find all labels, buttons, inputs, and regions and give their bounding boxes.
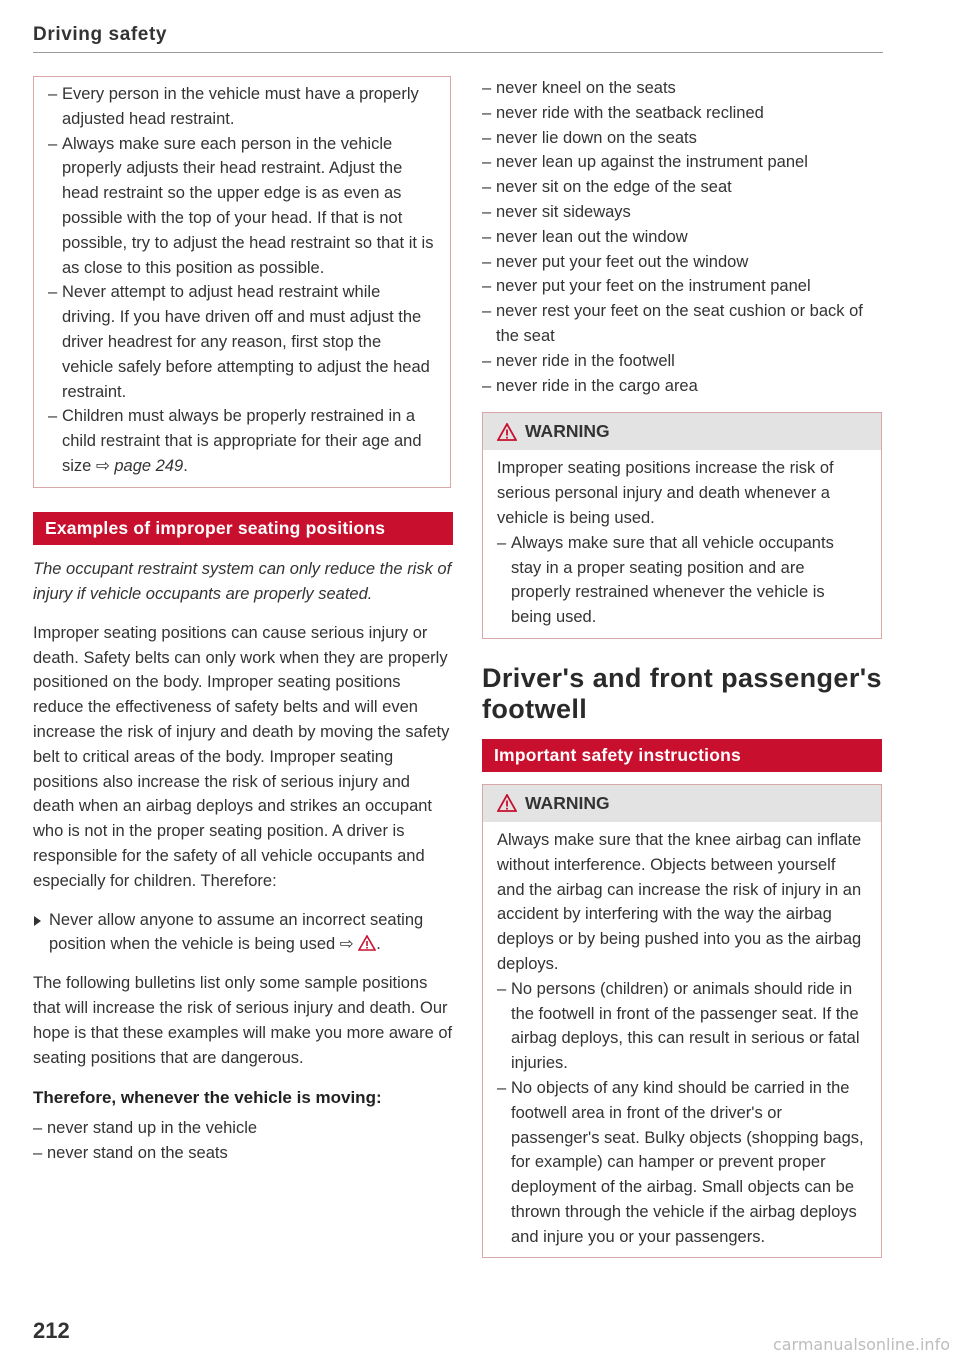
body-paragraph-2: The following bulletins list only some sample positions that will increase the risk of serious injury and death. Our hope is that these examples will make you more aware of seating positions that are dangerous. — [33, 974, 453, 1067]
warning-item: – Always make sure that all vehicle occupants stay in a proper seating position and are properly restrained whenever the vehicle is being used. — [497, 531, 867, 630]
list-item-end: . — [183, 456, 188, 475]
head-restraint-notes-box — [33, 76, 451, 488]
page-number: 212 — [33, 1318, 70, 1343]
improper-seating-banner: Examples of improper seating positions — [33, 512, 453, 545]
warning-text: Always make sure that the knee airbag can inflate without interference. Objects between yourself and the airbag can increase the risk of injury in an accident by interfering with the way the airbag deploys or by being pushed into you as the airbag deploys. — [497, 830, 862, 973]
warning-text: Improper seating positions increase the risk of serious personal injury and death whenever a vehicle is being used. — [497, 459, 834, 527]
list-item: – never ride with the seatback reclined — [482, 101, 882, 126]
instruction-step — [33, 908, 453, 958]
warning-body — [483, 822, 881, 1258]
warning-item: – No objects of any kind should be carried in the footwell area in front of the driver's or passenger's seat. Bulky objects (shopping bags, for example) can hamper or prevent proper deployment of the airbag. Small objects can be thrown through the vehicle if the airbag deploys and injure you or your passengers. — [497, 1076, 867, 1250]
safety-instructions-banner: Important safety instructions — [482, 739, 882, 772]
intro-text: The occupant restraint system can only reduce the risk of injury if vehicle occupants are properly seated. — [33, 559, 452, 603]
never-list — [33, 1116, 453, 1166]
list-item: – never rest your feet on the seat cushion or back of the seat — [482, 299, 882, 349]
list-item: – Every person in the vehicle must have a properly adjusted head restraint. — [48, 82, 436, 132]
warning-header — [483, 785, 881, 822]
never-list-continued — [482, 76, 882, 398]
page-ref-arrow-icon: ⇨ — [95, 456, 110, 475]
warning-triangle-icon[interactable] — [358, 935, 376, 951]
list-item: – never kneel on the seats — [482, 76, 882, 101]
warning-triangle-icon — [497, 794, 517, 812]
list-item: – never lean out the window — [482, 225, 882, 250]
warning-body — [483, 450, 881, 638]
list-item: – Never attempt to adjust head restraint while driving. If you have driven off and must adjust the driver headrest for any reason, first stop the vehicle safely before attempting to adjust the head restraint. — [48, 280, 436, 404]
right-column — [482, 76, 882, 1258]
warning-header — [483, 413, 881, 450]
seating-warning-box — [482, 412, 882, 639]
list-item: – never stand on the seats — [33, 1141, 453, 1166]
footwell-warning-box — [482, 784, 882, 1259]
list-item: – never put your feet out the window — [482, 250, 882, 275]
list-item: – never ride in the footwell — [482, 349, 882, 374]
footwell-title: Driver's and front passenger's footwell — [482, 662, 882, 724]
ref-arrow-icon: ⇨ — [339, 935, 354, 954]
warning-triangle-icon — [497, 423, 517, 441]
list-item: – never sit on the edge of the seat — [482, 175, 882, 200]
list-item: – Always make sure each person in the vehicle properly adjusts their head restraint. Adjust the head restraint so the upper edge is as even as possible with the top of your head. If that is not possible, try to adjust the head restraint so that it is as close to this position as possible. — [48, 132, 436, 281]
list-item: – never lean up against the instrument panel — [482, 150, 882, 175]
list-item: – never ride in the cargo area — [482, 374, 882, 399]
header-divider — [33, 52, 883, 53]
list-item: – never lie down on the seats — [482, 126, 882, 151]
left-column — [33, 76, 453, 1166]
list-item: – never stand up in the vehicle — [33, 1116, 453, 1141]
list-item — [48, 404, 436, 478]
instruction-end: . — [376, 935, 381, 954]
warning-item: – No persons (children) or animals should ride in the footwell in front of the passenger seat. If the airbag deploys, this can result in serious or fatal injuries. — [497, 977, 867, 1076]
list-item-text: Children must always be properly restrained in a child restraint that is appropriate for their age and size — [62, 407, 422, 475]
watermark: carmanualsonline.info — [772, 1335, 950, 1354]
list-item: – never put your feet on the instrument panel — [482, 274, 882, 299]
list-item: – never sit sideways — [482, 200, 882, 225]
warning-title: WARNING — [525, 792, 610, 813]
warning-title: WARNING — [525, 421, 610, 442]
section-title: Driving safety — [33, 24, 168, 45]
instruction-text: Never allow anyone to assume an incorrect seating position when the vehicle is being used — [49, 910, 424, 954]
moving-heading: Therefore, whenever the vehicle is moving: — [33, 1088, 382, 1108]
page-reference-link[interactable]: page 249 — [114, 456, 184, 475]
body-paragraph: Improper seating positions can cause serious injury or death. Safety belts can only work when they are properly positioned on the body. Improper seating positions reduce the effectiveness of safety belts and will even increase the risk of injury and death by moving the safety belt to critical areas of the body. Improper seating positions also increase the risk of serious injury and death when an airbag deploys and strikes an occupant who is not in the proper seating position. A driver is responsible for the safety of all vehicle occupants and especially for children. Therefore: — [33, 623, 450, 890]
